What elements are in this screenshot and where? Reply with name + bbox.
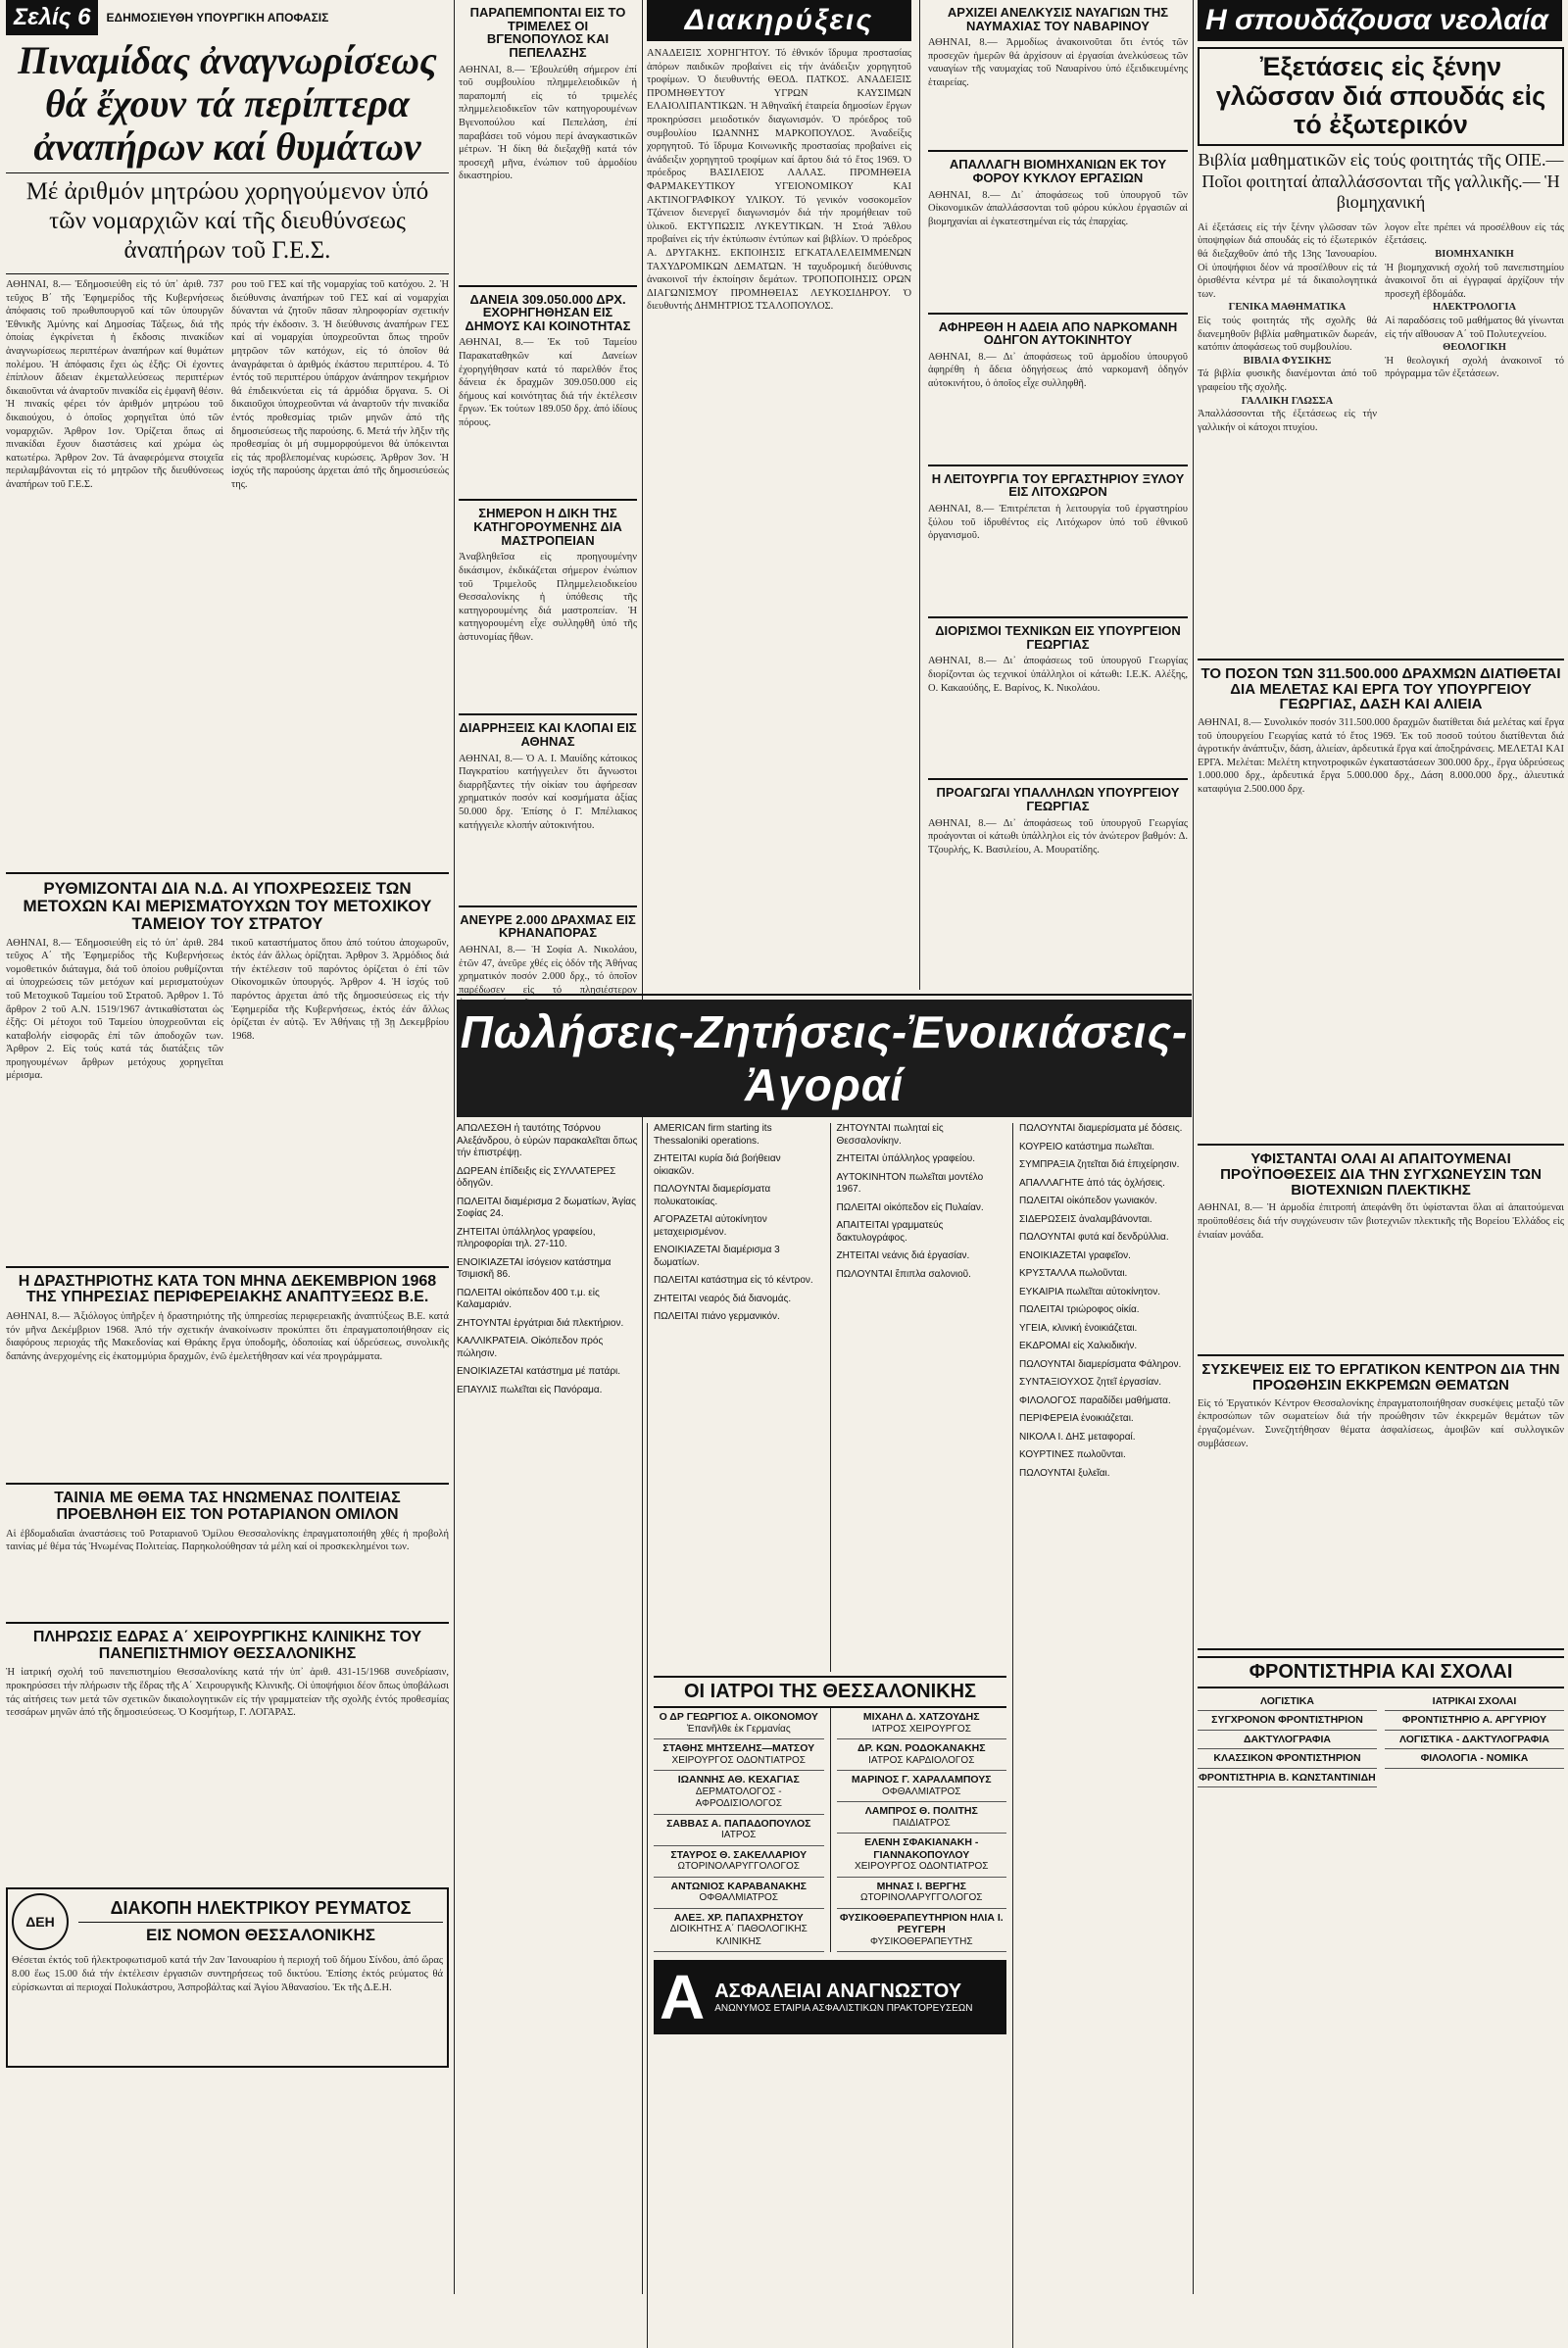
article-title: ΑΝΕΥΡΕ 2.000 ΔΡΑΧΜΑΣ ΕΙΣ ΚΡΗΑΝΑΠΟΡΑΣ xyxy=(460,911,636,941)
column-second xyxy=(459,0,637,994)
main-subhead: Βιβλία μαθηματικῶν εἰς τούς φοιτητάς τῆς ΟΠΕ.— Ποῖοι φοιτηταί ἀπαλλάσσονται τῆς γαλλικῆς.— Ἡ βιομηχανική xyxy=(1198,150,1564,213)
article-body: ΑΘΗΝΑΙ, 8.— Ἀρμοδίως ἀνακοινοῦται ὅτι ἐντός τῶν προσεχῶν ἡμερῶν θά ἀρχίσουν αἱ ἐργασίαι ἀνελκύσεως τῶν ναυαγίων τῆς ναυμαχίας τοῦ Ναυαρίνου ὑπό ἐξειδικευμένης ἑταιρείας. xyxy=(928,37,1188,89)
doctor-listing xyxy=(837,1909,1007,1953)
school-listing xyxy=(1198,1749,1377,1769)
school-name: ΣΥΓΧΡΟΝΟΝ ΦΡΟΝΤΙΣΤΗΡΙΟΝ xyxy=(1211,1714,1363,1727)
classified-ad: ΕΝΟΙΚΙΑΖΕΤΑΙ ἰσόγειον κατάστημα Τσιμισκῆ 86. xyxy=(457,1256,612,1280)
doctor-specialty: ΔΕΡΜΑΤΟΛΟΓΟΣ - ΑΦΡΟΔΙΣΙΟΛΟΓΟΣ xyxy=(695,1785,782,1809)
classified-ad: ΑΠΩΛΕΣΘΗ ἡ ταυτότης Τσόρνου Αλεξάνδρου, ὁ εὑρών παρακαλεῖται ὅπως τήν ἐπιστρέψῃ. xyxy=(457,1123,638,1158)
classified-section xyxy=(457,994,1192,2296)
article-title: ΑΡΧΙΖΕΙ ΑΝΕΛΚΥΣΙΣ ΝΑΥΑΓΙΩΝ ΤΗΣ ΝΑΥΜΑΧΙΑΣ ΤΟΥ ΝΑΒΑΡΙΝΟΥ xyxy=(947,5,1169,33)
doctor-listing xyxy=(654,1909,824,1953)
article-body: ΑΘΗΝΑΙ, 8.— Δι᾿ ἀποφάσεως τοῦ ὑπουργοῦ τῶν Οἰκονομικῶν ἀπαλλάσσονται τοῦ φόρου κύκλου ἐργασιῶν αἱ βιομηχανίαι αἱ ἐγκατεστημέναι εἰς τάς ἐπαρχίας. xyxy=(928,189,1188,227)
doctor-specialty: ΠΑΙΔΙΑΤΡΟΣ xyxy=(892,1817,951,1829)
doctor-specialty: Ἐπανῆλθε ἐκ Γερμανίας xyxy=(686,1723,791,1735)
classified-ad: ΠΩΛΟΥΝΤΑΙ διαμερίσματα Φάληρον. xyxy=(1019,1358,1182,1370)
doctor-name: ΑΛΕΞ. ΧΡ. ΠΑΠΑΧΡΗΣΤΟΥ xyxy=(673,1911,804,1924)
subsection-title: ΓΑΛΛΙΚΗ ΓΛΩΣΣΑ xyxy=(1241,395,1334,407)
doctor-listing xyxy=(654,1771,824,1815)
article-body: τικοῦ καταστήματος ὅπου ἀπό τούτου ἀποχωροῦν, ἐκτός ἐάν ἄλλως ὁρίζηται. Ἀρθρον 3. Ἀρμόδιος διά τήν ἐκτέλεσιν τοῦ παρόντος ὁρίζεται ὁ ἐπί τῶν Οἰκονομικῶν ὑπουργός. Ἀρθρον 4. Ἡ ἰσχύς τοῦ παρόντος ἀρχεται ἀπό τῆς δημοσιεύσεως εἰς τήν Ἐφημερίδα τῆς Κυβερνήσεως, ἐκτός ἐάν ἄλλως ὁρίζεται ἐν αὐτῷ. Ἐν Ἀθήναις τῇ 3ῃ Δεκεμβρίου 1968. xyxy=(231,937,449,1042)
column-right xyxy=(1198,0,1564,2294)
article-body: λογον εἶτε πρέπει νά προσέλθουν εἰς τάς ἐξετάσεις. ΒΙΟΜΗΧΑΝΙΚΗ Ἡ βιομηχανική σχολή τοῦ πανεπιστημίου ἀνακοινοῖ ὅτι αἱ ἐγγραφαί ἀρχίζουν τήν προσεχῆ ἑβδομάδα. ΗΛΕΚΤΡΟΛΟΓΙΑ Αἱ παραδόσεις τοῦ μαθήματος θά γίνωνται εἰς τήν αἴθουσαν Α΄ τοῦ Πολυτεχνείου. ΘΕΟΛΟΓΙΚΗ Ἡ θεολογική σχολή ἀνακοινοῖ τό πρόγραμμα τῶν ἐξετάσεων. xyxy=(1385,221,1564,380)
classified-ad: ΕΚΔΡΟΜΑΙ εἰς Χαλκιδικήν. xyxy=(1019,1341,1138,1351)
article-body: ΑΘΗΝΑΙ, 8.— Συνολικόν ποσόν 311.500.000 δραχμῶν διατίθεται διά μελέτας καί ἔργα τοῦ ὑπουργείου Γεωργίας κατά τό ἔτος 1969. Ἐκ τοῦ ποσοῦ τούτου διατίθενται διά ἀγροτικήν ἀνάπτυξιν, δάση, ἁλιείαν, ἀρδευτικά ἔργα καί ἀποξηράνσεις. ΜΕΛΕΤΑΙ ΚΑΙ ΕΡΓΑ. Μελέται: Μελέτη κτηνοτροφικῶν ἐγκαταστάσεων 300.000 δρχ., ἔργα ὑδρεύσεως 1.000.000 δρχ., ἀρδευτικά ἔργα 5.000.000 δρχ., Δάση 8.000.000 δρχ., ἀλιευτικά καταφύγια 2.500.000 δρχ. xyxy=(1198,717,1564,796)
classified-ad: ΠΕΡΙΦΕΡΕΙΑ ἐνοικιάζεται. xyxy=(1019,1413,1134,1424)
doctor-listing xyxy=(837,1802,1007,1834)
doctor-name: ΣΤΑΥΡΟΣ Θ. ΣΑΚΕΛΛΑΡΙΟΥ xyxy=(670,1848,808,1861)
schools-list xyxy=(1385,1692,1564,1788)
main-headline: Ἐξετάσεις εἰς ξένην γλῶσσαν διά σπουδάς εἰς τό ἐξωτερικόν xyxy=(1198,47,1564,146)
article-body: ΑΘΗΝΑΙ, 8.— Ἡ Σοφία Α. Νικολάου, ἐτῶν 47, ἀνεῦρε χθές εἰς ὁδόν τῆς Ἀθήνας χρηματικόν ποσόν 2.000 δρχ., τό ὁποῖον παρέδωσεν εἰς τό πλησιέστερον xyxy=(459,944,637,996)
ads-column xyxy=(654,1123,824,1672)
schools-list xyxy=(1198,1692,1377,1788)
section-headline: ΤΑΙΝΙΑ ΜΕ ΘΕΜΑ ΤΑΣ ΗΝΩΜΕΝΑΣ ΠΟΛΙΤΕΙΑΣ ΠΡΟΕΒΛΗΘΗ ΕΙΣ ΤΟΝ ΡΟΤΑΡΙΑΝΟΝ ΟΜΙΛΟΝ xyxy=(54,1490,401,1523)
section-banner: Διακηρύξεις xyxy=(647,0,911,41)
classified-ad: ΠΩΛΟΥΝΤΑΙ φυτά καί δενδρύλλια. xyxy=(1019,1232,1169,1243)
main-subhead: Μέ ἀριθμόν μητρώου χορηγούμενον ὑπό τῶν νομαρχιῶν καί τῆς διευθύνσεως ἀναπήρων τοῦ Γ.Ε.Σ. xyxy=(25,178,429,264)
school-name: ΦΡΟΝΤΙΣΤΗΡΙΟ Α. ΑΡΓΥΡΙΟΥ xyxy=(1401,1714,1547,1727)
notice-title: ΔΙΑΚΟΠΗ ΗΛΕΚΤΡΙΚΟΥ ΡΕΥΜΑΤΟΣ xyxy=(110,1898,412,1919)
ads-column xyxy=(457,1123,641,2348)
doctor-specialty: ΙΑΤΡΟΣ xyxy=(721,1830,757,1840)
doctor-specialty: ΦΥΣΙΚΟΘΕΡΑΠΕΥΤΗΣ xyxy=(869,1935,973,1947)
classified-ad: ΠΩΛΕΙΤΑΙ οἰκόπεδον γωνιακόν. xyxy=(1019,1196,1157,1206)
school-listing xyxy=(1198,1769,1377,1788)
article-body: ΑΘΗΝΑΙ, 8.— Δι᾿ ἀποφάσεως τοῦ ὑπουργοῦ Γεωργίας διορίζονται ὡς τεχνικοί ὑπάλληλοι οἱ κάτωθι: Ι.Ε.Κ. Αλέξης, Ο. Κακαούδης, Ε. Βαρίνος, Κ. Νικολάου. xyxy=(928,656,1188,694)
article-title: ΑΠΑΛΛΑΓΗ ΒΙΟΜΗΧΑΝΙΩΝ ΕΚ ΤΟΥ ΦΟΡΟΥ ΚΥΚΛΟΥ ΕΡΓΑΣΙΩΝ xyxy=(949,157,1167,185)
kicker: ΕΔΗΜΟΣΙΕΥΘΗ ΥΠΟΥΡΓΙΚΗ ΑΠΟΦΑΣΙΣ xyxy=(106,11,329,24)
doctor-listing xyxy=(654,1708,824,1739)
classified-ad: AMERICAN firm starting its Thessaloniki operations. xyxy=(654,1123,772,1147)
section-headline: ΣΥΣΚΕΨΕΙΣ ΕΙΣ ΤΟ ΕΡΓΑΤΙΚΟΝ ΚΕΝΤΡΟΝ ΔΙΑ ΤΗΝ ΠΡΟΩΘΗΣΙΝ ΕΚΚΡΕΜΩΝ ΘΕΜΑΤΩΝ xyxy=(1201,1361,1560,1394)
deh-logo: ΔΕΗ xyxy=(12,1893,69,1950)
article-title: ΑΦΗΡΕΘΗ Η ΑΔΕΙΑ ΑΠΟ ΝΑΡΚΟΜΑΝΗ ΟΔΗΓΟΝ ΑΥΤΟΚΙΝΗΤΟΥ xyxy=(938,318,1178,348)
school-name: ΛΟΓΙΣΤΙΚΑ xyxy=(1260,1694,1314,1707)
doctor-specialty: ΟΦΘΑΛΜΙΑΤΡΟΣ xyxy=(882,1785,961,1797)
classified-ad: ΠΩΛΟΥΝΤΑΙ ἔπιπλα σαλονιοῦ. xyxy=(836,1268,971,1280)
section-banner: Η σπουδάζουσα νεολαία xyxy=(1198,0,1562,41)
school-name: ΛΟΓΙΣΤΙΚΑ - ΔΑΚΤΥΛΟΓΡΑΦΙΑ xyxy=(1399,1733,1549,1745)
article-body: Ἀναβληθεῖσα εἰς προηγουμένην δικάσιμον, ἐκδικάζεται σήμερον ἐνώπιον τοῦ Τριμελοῦς Πλημμελειοδικείου Θεσσαλονίκης ἡ ὑπόθεσις τῆς κατηγορουμένης διά μαστροπείαν. Ἡ κατηγορουμένη εἶχε συλληφθῆ ὑπό τῆς ἀστυνομίας ἤθων. xyxy=(459,552,637,643)
article-title: ΔΑΝΕΙΑ 309.050.000 ΔΡΧ. ΕΧΟΡΗΓΗΘΗΣΑΝ ΕΙΣ ΔΗΜΟΥΣ ΚΑΙ ΚΟΙΝΟΤΗΤΑΣ xyxy=(465,291,631,333)
main-headline: Πιναμίδας ἀναγνωρίσεως θά ἔχουν τά περίπτερα ἀναπήρων καί θυμάτων xyxy=(18,38,437,169)
school-listing xyxy=(1385,1749,1564,1769)
classified-ad: ΕΥΚΑΙΡΙΑ πωλεῖται αὐτοκίνητον. xyxy=(1019,1286,1160,1297)
doctors-title: ΟΙ ΙΑΤΡΟΙ ΤΗΣ ΘΕΣΣΑΛΟΝΙΚΗΣ xyxy=(683,1681,977,1702)
article-body: ΑΘΗΝΑΙ, 8.— Ἐκ τοῦ Ταμείου Παρακαταθηκῶν καί Δανείων ἐχορηγήθησαν κατά τό παρελθόν ἔτος δάνεια ἐκ δραχμῶν 309.050.000 εἰς δήμους καί κοινότητας διά τήν ἐκτέλεσιν ἔργων. Ἐκ τούτων 189.050 δρχ. ἀπό ἰδίους πόρους. xyxy=(459,337,637,429)
classified-ad: ΦΙΛΟΛΟΓΟΣ παραδίδει μαθήματα. xyxy=(1019,1394,1171,1406)
article-body: Ἡ ἰατρική σχολή τοῦ πανεπιστημίου Θεσσαλονίκης κατά τήν ὑπ᾿ ἀριθ. 431-15/1968 συνεδρίασιν, προκηρύσσει τήν πλήρωσιν τῆς ἕδρας τῆς Α΄ Χειρουργικῆς Κλινικῆς. Οἱ ὑποψήφιοι δέον ὅπως ὑποβάλωσι τάς αἰτήσεις των μετά τῶν σχετικῶν δικαιολογητικῶν εἰς τήν γραμματείαν τῆς σχολῆς ἐντός προθεσμίας τεσσάρων μηνῶν ἀπό τῆς δημοσιεύσεως. Ὁ Κοσμήτωρ, Γ. ΛΟΓΑΡΑΣ. xyxy=(6,1667,449,1719)
doctor-name: ΛΑΜΠΡΟΣ Θ. ΠΟΛΙΤΗΣ xyxy=(864,1805,978,1817)
doctors-list xyxy=(837,1708,1007,1952)
doctor-listing xyxy=(837,1708,1007,1739)
doctor-listing xyxy=(837,1878,1007,1909)
classified-ad: ΠΩΛΟΥΝΤΑΙ ξυλεῖαι. xyxy=(1019,1467,1110,1479)
doctor-specialty: ΙΑΤΡΟΣ ΚΑΡΔΙΟΛΟΓΟΣ xyxy=(868,1754,975,1766)
section-headline: Η ΔΡΑΣΤΗΡΙΟΤΗΣ ΚΑΤΑ ΤΟΝ ΜΗΝΑ ΔΕΚΕΜΒΡΙΟΝ 1968 ΤΗΣ ΥΠΗΡΕΣΙΑΣ ΠΕΡΙΦΕΡΕΙΑΚΗΣ ΑΝΑΠΤΥΞΕΩΣ Β.Ε. xyxy=(18,1272,437,1306)
doctor-name: ΜΗΝΑΣ Ι. ΒΕΡΓΗΣ xyxy=(876,1880,966,1892)
classified-banner: Πωλήσεις-Ζητήσεις-Ἐνοικιάσεις-Ἀγοραί xyxy=(457,1000,1192,1117)
doctor-listing xyxy=(654,1739,824,1771)
classified-ad: ΕΠΑΥΛΙΣ πωλεῖται εἰς Πανόραμα. xyxy=(457,1384,603,1395)
column-rule xyxy=(1193,0,1194,2294)
doctor-name: ΦΥΣΙΚΟΘΕΡΑΠΕΥΤΗΡΙΟΝ ΗΛΙΑ Ι. ΡΕΥΓΕΡΗ xyxy=(839,1911,1004,1935)
article-body: ΑΘΗΝΑΙ, 8.— Ἀξιόλογος ὑπῆρξεν ἡ δραστηριότης τῆς ὑπηρεσίας περιφερειακῆς ἀναπτύξεως Β.Ε. κατά τόν μῆνα Δεκέμβριον 1968. Ἀπό τήν σχετικήν ἀνακοίνωσιν προκύπτει ὅτι ἐπραγματοποιήθησαν εἰς διαφόρους περιοχάς τῆς Μακεδονίας καί Θράκης ἔργα ὑποδομῆς, ὁδοποιίας καί ὑδρεύσεως, συνολικῆς δαπάνης ἀνερχομένης εἰς ἑκατομμύρια δραχμῶν, ἐνῶ ἐμελετήθησαν καί νέα προγράμματα. xyxy=(6,1311,449,1362)
doctor-specialty: ΧΕΙΡΟΥΡΓΟΣ ΟΔΟΝΤΙΑΤΡΟΣ xyxy=(671,1754,806,1766)
article-body: Αἱ ἐξετάσεις εἰς τήν ξένην γλῶσσαν τῶν ὑποψηφίων διά σπουδάς εἰς τό ἐξωτερικόν θά διεξαχθοῦν ἀπό τῆς 13ης Ἰανουαρίου. Οἱ ὑποψήφιοι δέον νά προσέλθουν εἰς τά ὁρισθέντα κέντρα μέ τά δικαιολογητικά των. ΓΕΝΙΚΑ ΜΑΘΗΜΑΤΙΚΑ Εἰς τούς φοιτητάς τῆς σχολῆς θά διανεμηθοῦν βιβλία μαθηματικῶν δωρεάν, κατόπιν ἀποφάσεως τοῦ συμβουλίου. ΒΙΒΛΙΑ ΦΥΣΙΚΗΣ Τά βιβλία φυσικῆς διανέμονται ἀπό τοῦ γραφείου τῆς σχολῆς. ΓΑΛΛΙΚΗ ΓΛΩΣΣΑ Ἀπαλλάσσονται τῆς ἐξετάσεως εἰς τήν γαλλικήν οἱ κάτοχοι πτυχίου. xyxy=(1198,221,1377,433)
article-body: ΑΘΗΝΑΙ, 8.— Ἡ ἀρμοδία ἐπιτροπή ἀπεφάνθη ὅτι ὑφίστανται ὅλαι αἱ ἀπαιτούμεναι προϋποθέσεις διά τήν συγχώνευσιν τῶν βιοτεχνιῶν πλεκτικῆς τῆς Βορείου Ἑλλάδος εἰς ἑνιαίαν μονάδα. xyxy=(1198,1202,1564,1241)
doctor-name: ΣΑΒΒΑΣ Α. ΠΑΠΑΔΟΠΟΥΛΟΣ xyxy=(666,1817,811,1830)
classified-ad: ΠΩΛΟΥΝΤΑΙ διαμερίσματα πολυκατοικίας. xyxy=(654,1184,771,1207)
article-body: ΑΘΗΝΑΙ, 8.— Ἐβουλεύθη σήμερον ἐπί τοῦ συμβουλίου πλημμελειοδικῶν ἡ παραπομπή εἰς τό τριμελές πλημμελειοδικεῖον τῶν κατηγορουμένων Βγενοπούλου καί Πεπελάση, ἐπί παραβάσει τοῦ νόμου περί ἀναγκαστικῶν μέτρων. Ἡ δίκη θά διεξαχθῇ κατά τόν προσεχῆ μῆνα, ἐνώπιον τοῦ ἁρμοδίου δικαστηρίου. xyxy=(459,64,637,182)
classified-ad: ΚΑΛΛΙΚΡΑΤΕΙΑ. Οἰκόπεδον πρός πώλησιν. xyxy=(457,1336,604,1359)
classified-ad: ΖΗΤΕΙΤΑΙ νεάνις διά ἐργασίαν. xyxy=(836,1250,970,1261)
doctor-listing xyxy=(654,1815,824,1846)
doctor-listing xyxy=(837,1834,1007,1878)
classified-ad: ΕΝΟΙΚΙΑΖΕΤΑΙ διαμέρισμα 3 δωματίων. xyxy=(654,1245,780,1268)
section-headline: ΡΥΘΜΙΖΟΝΤΑΙ ΔΙΑ Ν.Δ. ΑΙ ΥΠΟΧΡΕΩΣΕΙΣ ΤΩΝ ΜΕΤΟΧΩΝ ΚΑΙ ΜΕΡΙΣΜΑΤΟΥΧΩΝ ΤΟΥ ΜΕΤΟΧΙΚΟΥ ΤΑΜΕΙΟΥ ΤΟΥ ΣΤΡΑΤΟΥ xyxy=(23,879,432,933)
article-body: ΑΘΗΝΑΙ, 8.— Ἐδημοσιεύθη εἰς τό ὑπ᾿ ἀριθ. 284 τεῦχος Α΄ τῆς Ἐφημερίδος τῆς Κυβερνήσεως νομοθετικόν διάταγμα, διά τοῦ ὁποίου ρυθμίζονται αἱ ὑποχρεώσεις τῶν μετόχων καί μερισματούχων τοῦ Μετοχικοῦ Ταμείου τοῦ Στρατοῦ. Ἀρθρον 1. Τό ἄρθρον 2 τοῦ Α.Ν. 1519/1967 ἀντικαθίσταται ὡς ἑξῆς: Οἱ μέτοχοι τοῦ Ταμείου ὑποχρεοῦνται εἰς καταβολήν εἰσφορᾶς ἐπί τῶν ἀποδοχῶν των. Ἀρθρον 2. Εἰς τούς κατά τάς διατάξεις τῶν προηγουμένων ἄρθρων μετόχους χορηγεῖται μέρισμα. xyxy=(6,937,223,1082)
section-headline: ΤΟ ΠΟΣΟΝ ΤΩΝ 311.500.000 ΔΡΑΧΜΩΝ ΔΙΑΤΙΘΕΤΑΙ ΔΙΑ ΜΕΛΕΤΑΣ ΚΑΙ ΕΡΓΑ ΤΟΥ ΥΠΟΥΡΓΕΙΟΥ ΓΕΩΡΓΙΑΣ, ΔΑΣΗ ΚΑΙ ΑΛΙΕΙΑ xyxy=(1200,664,1561,713)
article-body: ΑΘΗΝΑΙ, 8.— Ὁ Α. Ι. Μαυίδης κάτοικος Παγκρατίου κατήγγειλεν ὅτι ἄγνωστοι διαρρῆξαντες τήν οἰκίαν του ἀφήρεσαν χρηματικόν ποσόν καί κοσμήματα ἀξίας 50.000 δρχ. Ἐπίσης ὁ Γ. Μπέλιακος κατήγγειλε κλοπήν αὐτοκινήτου. xyxy=(459,753,637,831)
school-listing xyxy=(1385,1731,1564,1750)
subsection-title: ΒΙΒΛΙΑ ΦΥΣΙΚΗΣ xyxy=(1243,355,1332,367)
doctor-specialty: ΔΙΟΙΚΗΤΗΣ Α΄ ΠΑΘΟΛΟΓΙΚΗΣ ΚΛΙΝΙΚΗΣ xyxy=(669,1924,808,1947)
doctor-name: ΜΑΡΙΝΟΣ Γ. ΧΑΡΑΛΑΜΠΟΥΣ xyxy=(851,1774,992,1785)
article-body: ΑΘΗΝΑΙ, 8.— Δι᾿ ἀποφάσεως τοῦ ὑπουργοῦ Γεωργίας προάγονται οἱ κάτωθι ὑπάλληλοι εἰς τόν ἀνώτερον βαθμόν: Δ. Τζουρλής, Κ. Βασιλείου, Α. Μουρατίδης. xyxy=(928,817,1188,856)
classified-ad: ΖΗΤΕΙΤΑΙ ὑπάλληλος γραφείου, πληροφορίαι τηλ. 27-110. xyxy=(457,1226,596,1249)
column-announcements xyxy=(647,0,1188,990)
classified-ad: ΖΗΤΟΥΝΤΑΙ ἐργάτριαι διά πλεκτήριον. xyxy=(457,1317,624,1329)
ads-column xyxy=(1019,1123,1192,2348)
announcements-body: ΑΝΑΔΕΙΞΙΣ ΧΟΡΗΓΗΤΟΥ. Τό ἐθνικόν ἵδρυμα προστασίας ἀπόρων παιδικῶν προβαίνει εἰς τήν ἀνάδειξιν χορηγητοῦ τροφίμων. Ὁ διευθυντής ΘΕΟΔ. ΠΑΤΚΟΣ. ΑΝΑΔΕΙΞΙΣ ΠΡΟΜΗΘΕΥΤΟΥ ΥΓΡΩΝ ΚΑΥΣΙΜΩΝ ΕΛΑΙΟΛΙΠΑΝΤΙΚΩΝ. Ἡ Ἀθηναϊκή ἑταιρεία δημοσίων ἔργων προκηρύσσει μειοδοτικόν διαγωνισμόν. Ὁ πρόεδρος τοῦ συμβουλίου ΙΩΑΝΝΗΣ ΜΑΡΚΟΠΟΥΛΟΣ. Ἀναδείξις χορηγητοῦ. Τό ἵδρυμα Κοινωνικῆς προστασίας προβαίνει εἰς ἀνάδειξιν χορηγητοῦ τροφίμων καί ἄρτου διά τό ἔτος 1969. Ὁ πρόεδρος ΒΑΣΙΛΕΙΟΣ ΛΑΛΑΣ. ΠΡΟΜΗΘΕΙΑ ΦΑΡΜΑΚΕΥΤΙΚΟΥ ΥΓΕΙΟΝΟΜΙΚΟΥ ΚΑΙ ΑΚΤΙΝΟΓΡΑΦΙΚΟΥ ΥΛΙΚΟΥ. Τό γενικόν νοσοκομεῖον Τζάνειον διενεργεῖ διαγωνισμόν διά τήν προμήθειαν τοῦ ὑλικοῦ. ΕΚΤΥΠΩΣΙΣ ΛΥΚΕΥΤΙΚΩΝ. Ἡ Στοά Ἄθλου προβαίνει εἰς τήν ἐκτύπωσιν ἐντύπων καί βιβλίων. Ὁ πρόεδρος Α. ΔΡΥΓΑΚΗΣ. ΕΚΠΟΙΗΣΙΣ ΕΓΚΑΤΑΛΕΛΕΙΜΜΕΝΩΝ ΤΑΧΥΔΡΟΜΙΚΩΝ ΔΕΜΑΤΩΝ. Ἡ ταχυδρομική διεύθυνσις ἀνακοινοῖ τήν ἐκποίησιν δεμάτων. ΤΡΟΠΟΠΟΙΗΣΙΣ ΟΡΩΝ ΔΙΑΓΩΝΙΣΜΟΥ ΠΡΟΜΗΘΕΙΑΣ ΛΕΥΚΟΣΙΔΗΡΟΥ. Ὁ διευθυντής ΔΗΜΗΤΡΙΟΣ ΤΣΑΛΟΠΟΥΛΟΣ. xyxy=(647,48,911,313)
school-name: ΚΛΑΣΣΙΚΟΝ ΦΡΟΝΤΙΣΤΗΡΙΟΝ xyxy=(1213,1752,1361,1765)
doctor-listing xyxy=(837,1771,1007,1802)
insurance-tagline: ΑΝΩΝΥΜΟΣ ΕΤΑΙΡΙΑ ΑΣΦΑΛΙΣΤΙΚΩΝ ΠΡΑΚΤΟΡΕΥΣΕΩΝ xyxy=(714,2003,973,2014)
article-body: ΑΘΗΝΑΙ, 8.— Δι᾿ ἀποφάσεως τοῦ ἁρμοδίου ὑπουργοῦ ἀφηρέθη ἡ ἄδεια ὁδηγήσεως ἀπό ναρκομανῆ ὁδηγόν αὐτοκινήτου, ὁ ὁποῖος εἶχε συλληφθῆ. xyxy=(928,351,1188,390)
school-name: ΦΡΟΝΤΙΣΤΗΡΙΑ Β. ΚΩΝΣΤΑΝΤΙΝΙΔΗ xyxy=(1199,1771,1376,1784)
article-body: ΑΘΗΝΑΙ, 8.— Ἐπιτρέπεται ἡ λειτουργία τοῦ ἐργαστηρίου ξύλου τοῦ ἱδρυθέντος εἰς Λιτόχωρον ὑπό τοῦ ἐθνικοῦ ὀργανισμοῦ. xyxy=(928,504,1188,542)
insurance-ad xyxy=(654,1960,1006,2034)
doctor-name: ΜΙΧΑΗΛ Δ. ΧΑΤΖΟΥΔΗΣ xyxy=(862,1711,980,1723)
doctor-name: Ο ΔΡ ΓΕΩΡΓΙΟΣ Α. ΟΙΚΟΝΟΜΟΥ xyxy=(659,1711,818,1723)
article-title: Η ΛΕΙΤΟΥΡΓΙΑ ΤΟΥ ΕΡΓΑΣΤΗΡΙΟΥ ΞΥΛΟΥ ΕΙΣ ΛΙΤΟΧΩΡΟΝ xyxy=(931,470,1185,500)
classified-ad: ΠΩΛΕΙΤΑΙ κατάστημα εἰς τό κέντρον. xyxy=(654,1275,813,1286)
doctor-specialty: ΧΕΙΡΟΥΡΓΟΣ ΟΔΟΝΤΙΑΤΡΟΣ xyxy=(855,1861,989,1872)
classified-ad: ΑΠΑΙΤΕΙΤΑΙ γραμματεύς δακτυλογράφος. xyxy=(836,1220,944,1244)
notice-body: Θέσεται ἐκτός τοῦ ἠλεκτροφωτισμοῦ κατά τήν 2αν Ἰανουαρίου ἡ περιοχή τοῦ δήμου Σίνδου, ἀπό ὥρας 8.00 ἕως 15.00 διά τήν ἐκτέλεσιν ἐργασιῶν συντηρήσεως τοῦ δικτύου. Ἐπίσης ἐκτός ρεύματος θά εὑρίσκωνται αἱ περιοχαί Πολυκάστρου, Ἀσπροβάλτας καί Ἁγίου Ἀθανασίου. Ἐκ τῆς Δ.Ε.Η. xyxy=(12,1955,443,1993)
classified-ad: ΠΩΛΕΙΤΑΙ πιάνο γερμανικόν. xyxy=(654,1311,780,1322)
classified-ad: ΣΥΜΠΡΑΞΙΑ ζητεῖται διά ἐπιχείρησιν. xyxy=(1019,1159,1180,1170)
column-left xyxy=(6,0,449,2294)
classified-ad: ΠΩΛΕΙΤΑΙ οἰκόπεδον εἰς Πυλαίαν. xyxy=(836,1201,984,1213)
school-listing xyxy=(1385,1692,1564,1712)
article-title: ΠΑΡΑΠΕΜΠΟΝΤΑΙ ΕΙΣ ΤΟ ΤΡΙΜΕΛΕΣ ΟΙ ΒΓΕΝΟΠΟΥΛΟΣ ΚΑΙ ΠΕΠΕΛΑΣΗΣ xyxy=(469,5,626,60)
school-listing xyxy=(1198,1731,1377,1750)
school-name: ΦΙΛΟΛΟΓΙΑ - ΝΟΜΙΚΑ xyxy=(1420,1752,1529,1765)
classified-ad: ΖΗΤΟΥΝΤΑΙ πωληταί εἰς Θεσσαλονίκην. xyxy=(836,1123,944,1147)
article-body: ΑΘΗΝΑΙ, 8.— Ἐδημοσιεύθη εἰς τό ὑπ᾿ ἀριθ. 737 τεῦχος Β΄ τῆς Ἐφημερίδος τῆς Κυβερνήσεως ἀπόφασις τοῦ πρωθυπουργοῦ καί τῶν ὑπουργῶν Ἐθνικῆς Ἀμύνης καί Δημοσίας Τάξεως, διά τῆς ὁποίας ἐγκρίνεται ἡ ἔκδοσις πινακίδων ἀναγνωρίσεως περιπτέρων ἀναπήρων καί θυμάτων πολέμου. Ἡ ἀπόφασις ἔχει ὡς ἑξῆς: Οἱ ἐχοντες ἐπίπλουν ἄδειαν ἐκμεταλλεύσεως περιπτέρων δικαιοῦνται νά ἀναρτοῦν πινακίδα εἰς ἐμφανῆ θέσιν. Ἡ πινακίς φέρει τόν ἀριθμόν μητρώου τοῦ δικαιούχου, ὁ ὁποῖος χορηγεῖται ὑπό τῶν νομαρχιῶν. Ἀρθρον 1ον. Ὁρίζεται ὅπως αἱ πινακίδαι ἔχουν διαστάσεις καί χρώμα ὡς κατωτέρω. Ἀρθρον 2ον. Τά ἀναφερόμενα στοιχεῖα περιλαμβάνονται εἰς τό μητρῶον τῆς διευθύνσεως ἀναπήρων τοῦ Γ.Ε.Σ. xyxy=(6,279,223,490)
schools-title: ΦΡΟΝΤΙΣΤΗΡΙΑ ΚΑΙ ΣΧΟΛΑΙ xyxy=(1198,1656,1564,1688)
classified-ad: ΕΝΟΙΚΙΑΖΕΤΑΙ γραφεῖον. xyxy=(1019,1249,1131,1261)
school-name: ΙΑΤΡΙΚΑΙ ΣΧΟΛΑΙ xyxy=(1432,1694,1517,1707)
classified-ad: ΠΩΛΕΙΤΑΙ διαμέρισμα 2 δωματίων, Ἀγίας Σοφίας 24. xyxy=(457,1196,636,1219)
school-name: ΔΑΚΤΥΛΟΓΡΑΦΙΑ xyxy=(1243,1733,1332,1745)
classified-ad: ΠΩΛΕΙΤΑΙ τριώροφος οἰκία. xyxy=(1019,1304,1140,1315)
article-title: ΔΙΑΡΡΗΞΕΙΣ ΚΑΙ ΚΛΟΠΑΙ ΕΙΣ ΑΘΗΝΑΣ xyxy=(459,720,637,750)
school-listing xyxy=(1198,1692,1377,1712)
article-body: Αἱ ἑβδομαδιαῖαι ἀναστάσεις τοῦ Ροταριανοῦ Ὁμίλου Θεσσαλονίκης ἐπραγματοποιήθη χθές ἡ προβολή ταινίας μέ θέμα τάς Ἡνωμένας Πολιτείας. Παρηκολούθησαν τά μέλη καί οἱ προσκεκλημένοι των. xyxy=(6,1528,449,1553)
classified-ad: ΑΥΤΟΚΙΝΗΤΟΝ πωλεῖται μοντέλο 1967. xyxy=(836,1171,984,1195)
article-title: ΠΡΟΑΓΩΓΑΙ ΥΠΑΛΛΗΛΩΝ ΥΠΟΥΡΓΕΙΟΥ ΓΕΩΡΓΙΑΣ xyxy=(936,785,1180,814)
doctor-name: ΔΡ. ΚΩΝ. ΡΟΔΟΚΑΝΑΚΗΣ xyxy=(857,1742,986,1754)
classified-ad: ΖΗΤΕΙΤΑΙ ὑπάλληλος γραφείου. xyxy=(836,1153,975,1164)
classified-ad: ΔΩΡΕΑΝ ἐπίδειξις εἰς ΣΥΛΛΑΤΕΡΕΣ ὁδηγῶν. xyxy=(457,1165,616,1189)
classified-ad: ΖΗΤΕΙΤΑΙ νεαρός διά διανομάς. xyxy=(654,1293,792,1304)
subsection-title: ΗΛΕΚΤΡΟΛΟΓΙΑ xyxy=(1432,302,1517,314)
article-title: ΔΙΟΡΙΣΜΟΙ ΤΕΧΝΙΚΩΝ ΕΙΣ ΥΠΟΥΡΓΕΙΟΝ ΓΕΩΡΓΙΑΣ xyxy=(935,623,1181,652)
page-number-banner: Σελίς 6 xyxy=(6,0,98,35)
doctor-specialty: ΙΑΤΡΟΣ ΧΕΙΡΟΥΡΓΟΣ xyxy=(871,1723,971,1735)
section-headline: ΠΛΗΡΩΣΙΣ ΕΔΡΑΣ Α΄ ΧΕΙΡΟΥΡΓΙΚΗΣ ΚΛΙΝΙΚΗΣ ΤΟΥ ΠΑΝΕΠΙΣΤΗΜΙΟΥ ΘΕΣΣΑΛΟΝΙΚΗΣ xyxy=(32,1628,422,1662)
school-listing xyxy=(1198,1711,1377,1731)
doctor-name: ΙΩΑΝΝΗΣ ΑΘ. ΚΕΧΑΓΙΑΣ xyxy=(677,1774,800,1785)
classified-ad: ΠΩΛΟΥΝΤΑΙ διαμερίσματα μέ δόσεις. xyxy=(1019,1123,1183,1134)
doctor-specialty: ΟΦΘΑΛΜΙΑΤΡΟΣ xyxy=(699,1892,778,1903)
column-rule xyxy=(454,0,455,2294)
doctor-name: ΕΛΕΝΗ ΣΦΑΚΙΑΝΑΚΗ - ΓΙΑΝΝΑΚΟΠΟΥΛΟΥ xyxy=(864,1836,979,1861)
subsection-title: ΒΙΟΜΗΧΑΝΙΚΗ xyxy=(1435,249,1514,261)
subsection-title: ΘΕΟΛΟΓΙΚΗ xyxy=(1443,342,1506,354)
insurance-logo: Α xyxy=(660,1962,706,2032)
article-body: Εἰς τό Ἐργατικόν Κέντρον Θεσσαλονίκης ἐπραγματοποιήθησαν συσκέψεις μεταξύ τῶν ἐκπροσώπων τῶν σωματείων διά τήν προώθησιν τῶν ἐκκρεμῶν θεμάτων τῶν ἐργαζομένων. Συνεζητήθησαν θέματα ἀσφαλίσεως, ἀμοιβῶν καί συλλογικῶν συμβάσεων. xyxy=(1198,1397,1564,1449)
doctor-name: ΣΤΑΘΗΣ ΜΗΤΣΕΛΗΣ—ΜΑΤΣΟΥ xyxy=(662,1742,815,1754)
classified-ad: ΚΟΥΡΕΙΟ κατάστημα πωλεῖται. xyxy=(1019,1141,1155,1152)
doctor-listing xyxy=(654,1878,824,1909)
school-listing xyxy=(1385,1711,1564,1731)
power-outage-notice xyxy=(6,1887,449,2068)
doctor-name: ΑΝΤΩΝΙΟΣ ΚΑΡΑΒΑΝΑΚΗΣ xyxy=(670,1880,807,1892)
classified-ad: ΑΓΟΡΑΖΕΤΑΙ αὐτοκίνητον μεταχειρισμένον. xyxy=(654,1214,767,1238)
classified-ad: ΝΙΚΟΛΑ Ι. ΔΗΣ μεταφοραί. xyxy=(1019,1431,1136,1443)
classified-ad: ΖΗΤΕΙΤΑΙ κυρία διά βοήθειαν οἰκιακῶν. xyxy=(654,1153,781,1177)
subsection-title: ΓΕΝΙΚΑ ΜΑΘΗΜΑΤΙΚΑ xyxy=(1228,302,1347,314)
classified-ad: ΑΠΑΛΛΑΓΗΤΕ ἀπό τάς ὀχλήσεις. xyxy=(1019,1177,1165,1189)
doctor-listing xyxy=(654,1846,824,1878)
classified-ad: ΥΓΕΙΑ, κλινική ἐνοικιάζεται. xyxy=(1019,1322,1138,1334)
doctor-specialty: ΩΤΟΡΙΝΟΛΑΡΥΓΓΟΛΟΓΟΣ xyxy=(677,1861,800,1872)
doctor-specialty: ΩΤΟΡΙΝΟΛΑΡΥΓΓΟΛΟΓΟΣ xyxy=(860,1892,983,1903)
doctors-list xyxy=(654,1708,824,1952)
ads-column xyxy=(837,1123,1007,1672)
classified-ad: ΣΙΔΕΡΩΣΕΙΣ ἀναλαμβάνονται. xyxy=(1019,1213,1152,1225)
article-title: ΣΗΜΕΡΟΝ Η ΔΙΚΗ ΤΗΣ ΚΑΤΗΓΟΡΟΥΜΕΝΗΣ ΔΙΑ ΜΑΣΤΡΟΠΕΙΑΝ xyxy=(473,506,622,548)
notice-subtitle: ΕΙΣ ΝΟΜΟΝ ΘΕΣΣΑΛΟΝΙΚΗΣ xyxy=(146,1926,375,1945)
classified-ad: ΠΩΛΕΙΤΑΙ οἰκόπεδον 400 τ.μ. εἰς Καλαμαριάν. xyxy=(457,1287,600,1310)
classified-ad: ΣΥΝΤΑΞΙΟΥΧΟΣ ζητεῖ ἐργασίαν. xyxy=(1019,1377,1161,1388)
insurance-name: ΑΣΦΑΛΕΙΑΙ ΑΝΑΓΝΩΣΤΟΥ xyxy=(714,1981,962,2002)
article-body: ρου τοῦ ΓΕΣ καί τῆς νομαρχίας τοῦ κατόχου. 2. Ἡ διεύθυνσις ἀναπήρων τοῦ ΓΕΣ καί αἱ νομαρχίαι δύνανται νά ζητοῦν πᾶσαν πληροφορίαν σχετικήν πρός τήν ἐκδοσιν. 3. Ἡ διεύθυνσις ἀναπήρων ΓΕΣ καί αἱ νομαρχίαι ὑποχρεοῦνται ὅπως τηροῦν μητρῶον τῶν κατόχων, εἰς τό ὁποῖον θά ἀναγράφεται ὁ ἀριθμός ἐκάστου περιπτέρου. 4. Τό ἐντός τοῦ περιπτέρου ὑπάρχον ἀνάπηρον τεκμήριον θά ἐπιδεικνύεται εἰς τά ἀρμόδια ὄργανα. 5. Οἱ δικαιοῦχοι ὑποχρεοῦνται νά ἀναρτοῦν τήν πινακίδα ἐντός προθεσμίας τριῶν μηνῶν ἀπό τῆς δημοσιεύσεως τῆς παρούσης. 6. Μετά τήν λῆξιν τῆς προθεσμίας ὁι μή συμμορφούμενοι θά ὑπόκεινται εἰς τάς προβλεπομένας κυρώσεις. Ἀρθρον 3ον. Ἡ ἰσχύς τῆς παρούσης ἀρχεται ἀπό τῆς δημοσιεύσεώς της. xyxy=(231,279,449,490)
section-headline: ΥΦΙΣΤΑΝΤΑΙ ΟΛΑΙ ΑΙ ΑΠΑΙΤΟΥΜΕΝΑΙ ΠΡΟΫΠΟΘΕΣΕΙΣ ΔΙΑ ΤΗΝ ΣΥΓΧΩΝΕΥΣΙΝ ΤΩΝ ΒΙΟΤΕΧΝΙΩΝ ΠΛΕΚΤΙΚΗΣ xyxy=(1220,1150,1542,1198)
doctor-listing xyxy=(837,1739,1007,1771)
classified-ad: ΚΡΥΣΤΑΛΛΑ πωλοῦνται. xyxy=(1019,1268,1128,1279)
classified-ad: ΕΝΟΙΚΙΑΖΕΤΑΙ κατάστημα μέ πατάρι. xyxy=(457,1366,621,1377)
classified-ad: ΚΟΥΡΤΙΝΕΣ πωλοῦνται. xyxy=(1019,1449,1126,1460)
